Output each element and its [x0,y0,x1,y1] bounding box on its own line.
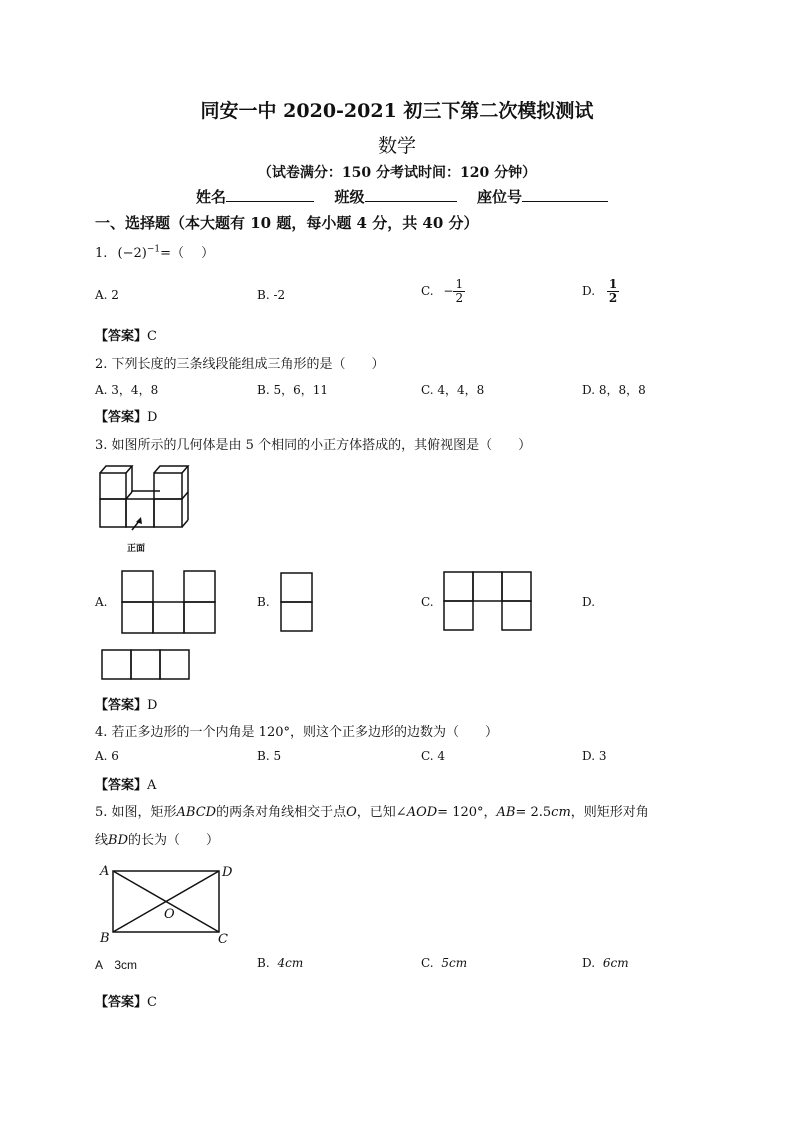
q5-stem-line2: 线BD的长为（ ） [95,833,220,848]
student-info-line [196,186,608,207]
q4-option-a: A. 6 [95,749,119,763]
q4-option-d: D. 3 [582,749,607,763]
class-blank[interactable] [365,187,457,202]
q4-answer: 【答案】A [95,778,157,793]
q1-stem: 1. $(-2)^{-1}=$（ ） [95,244,215,261]
q5-label-c: C [218,932,228,947]
q5-option-c: C. 5cm [421,956,468,970]
q1-option-d: D. $\frac{1}{2}$ [582,277,618,306]
exam-note: （试卷满分：150 分考试时间：120 分钟） [257,165,537,181]
q2-option-c: C. 4，4，8 [421,383,485,397]
q5-label-b: B [100,931,110,946]
q2-answer: 【答案】D [95,410,158,425]
q5-option-b: B. 4cm [257,956,304,970]
q3-option-a-figure [121,570,217,636]
q5-label-o: O [164,907,175,922]
q3-stem: 3. 如图所示的几何体是由 5 个相同的小正方体搭成的，其俯视图是（ ） [95,438,532,453]
class-label: 班级 [334,188,365,206]
q3-option-c-figure [443,571,533,633]
q5-rectangle-figure [96,860,240,948]
q5-label-a: A [100,864,110,879]
q1-answer: 【答案】C [95,329,157,344]
q5-stem-line1: 5. 如图，矩形ABCD的两条对角线相交于点O，已知∠AOD= 120°，AB= 2.5cm，则矩形对角 [95,805,649,820]
q3-front-label: 正面 [127,544,146,554]
q2-option-b: B. 5，6，11 [257,383,328,397]
seat-label: 座位号 [476,188,522,206]
q2-stem: 2. 下列长度的三条线段能组成三角形的是（ ） [95,357,385,372]
q3-option-d-label: D. [582,595,596,609]
exam-title: 同安一中 2020-2021 初三下第二次模拟测试 [200,100,594,122]
q3-option-d-figure [101,649,191,681]
q3-option-a-label: A. [95,595,108,609]
q1-option-a: A. 2 [95,288,119,302]
q5-label-d: D [222,865,233,880]
section-title: 一、选择题（本大题有 10 题，每小题 4 分，共 40 分） [95,214,479,232]
q3-option-b-label: B. [257,595,270,609]
q3-option-b-figure [280,572,314,634]
q4-stem: 4. 若正多边形的一个内角是 120°，则这个正多边形的边数为（ ） [95,725,498,740]
seat-blank[interactable] [522,187,608,202]
q5-answer: 【答案】C [95,995,157,1010]
q1-d-fraction: $\frac{1}{2}$ [608,277,618,306]
q5-option-d: D. 6cm [582,956,629,970]
q3-solid-figure [97,462,197,532]
q1-option-c: C. − $\frac{1}{2}$ [421,277,464,306]
q2-option-d: D. 8，8，8 [582,383,646,397]
q2-option-a: A. 3，4，8 [95,383,159,397]
q1-c-fraction: $\frac{1}{2}$ [455,277,464,306]
q3-answer: 【答案】D [95,698,158,713]
exam-subject: 数学 [377,135,416,157]
name-label: 姓名 [196,188,227,206]
q3-option-c-label: C. [421,595,434,609]
q1-option-b: B. -2 [257,288,286,302]
q4-option-b: B. 5 [257,749,282,763]
q5-option-a: A 3cm [95,958,138,972]
name-blank[interactable] [226,187,314,202]
q4-option-c: C. 4 [421,749,446,763]
